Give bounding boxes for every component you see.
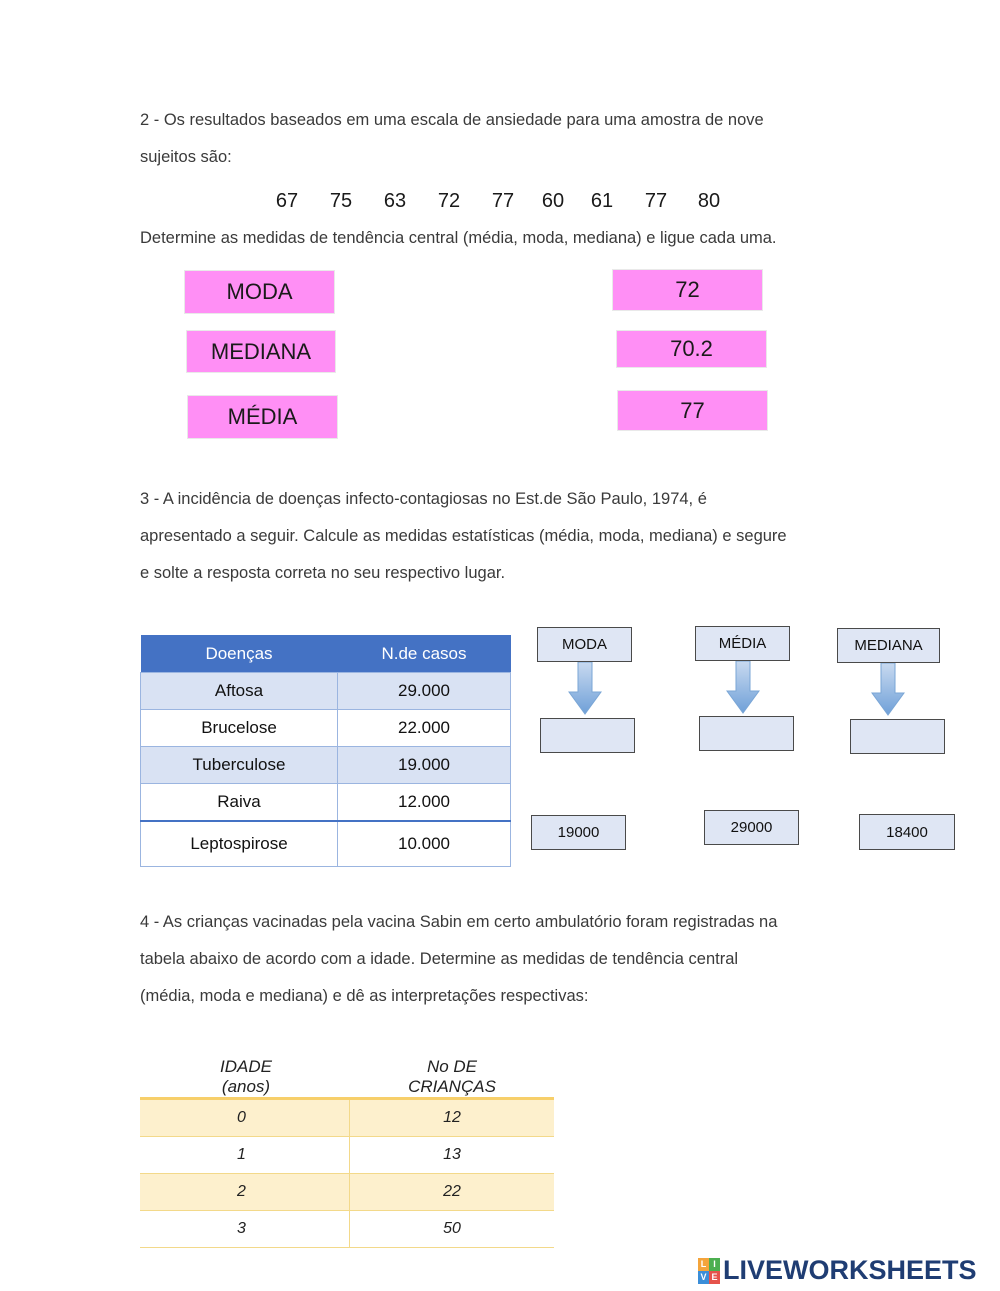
table-cell: 19.000 (338, 747, 511, 784)
table-cell: 12.000 (338, 784, 511, 822)
q2-number: 72 (437, 190, 461, 212)
q2-instruction: Determine as medidas de tendência central (média, moda, mediana) e ligue cada uma. (140, 229, 777, 247)
table-cell: 22.000 (338, 710, 511, 747)
match-left-mediana[interactable]: MEDIANA (186, 330, 336, 373)
cell-value: 0 (237, 1109, 246, 1126)
logo-letter: L (698, 1258, 709, 1271)
table-row (140, 1174, 554, 1211)
q4-text-line3: (média, moda e mediana) e dê as interpretações respectivas: (140, 987, 589, 1005)
q2-number-row (0, 190, 1000, 218)
draggable-answer[interactable]: 19000 (531, 815, 626, 850)
header-line: (anos) (221, 1077, 271, 1096)
match-right-value-3[interactable]: 77 (617, 390, 768, 431)
q2-number: 67 (275, 190, 299, 212)
table-row (140, 1137, 554, 1174)
logo-text: LIVEWORKSHEETS (723, 1255, 977, 1285)
table-cell: Brucelose (141, 710, 338, 747)
match-right-value-2[interactable]: 70.2 (616, 330, 767, 368)
table-cell: 50 (350, 1211, 555, 1248)
q2-number: 75 (329, 190, 353, 212)
q2-number: 80 (697, 190, 721, 212)
q4-text-line1: 4 - As crianças vacinadas pela vacina Sabin em certo ambulatório foram registradas na (140, 913, 778, 931)
table-row (140, 1211, 554, 1248)
q4-text-line2: tabela abaixo de acordo com a idade. Determine as medidas de tendência central (140, 950, 739, 968)
match-right-value-1[interactable]: 72 (612, 269, 763, 311)
liveworksheets-logo (698, 1255, 977, 1286)
cell-value: 2 (237, 1183, 246, 1200)
arrow-down-icon (725, 661, 761, 715)
table-row (141, 784, 511, 822)
arrow-down-icon (567, 662, 603, 716)
q2-text-line2: sujeitos são: (140, 148, 232, 166)
target-label-moda: MODA (537, 627, 632, 662)
table-cell: 29.000 (338, 673, 511, 710)
q2-number: 61 (590, 190, 614, 212)
table-cell: 12 (350, 1099, 555, 1137)
table-row (141, 821, 511, 867)
drop-zone-moda[interactable] (540, 718, 635, 753)
q3-text-line3: e solte a resposta correta no seu respectivo lugar. (140, 564, 506, 582)
cell-value: 3 (237, 1220, 246, 1237)
draggable-answer[interactable]: 18400 (859, 814, 955, 850)
table-cell (140, 1137, 350, 1174)
cell-value: 1 (237, 1146, 246, 1163)
header-line: IDADE (220, 1057, 272, 1076)
age-table (140, 1097, 554, 1248)
header-line: CRIANÇAS (408, 1077, 496, 1096)
q2-number: 77 (491, 190, 515, 212)
table-cell (140, 1211, 350, 1248)
arrow-down-icon (870, 663, 906, 717)
logo-letter: V (698, 1271, 709, 1284)
logo-mark-icon (698, 1258, 720, 1284)
table-cell: Leptospirose (141, 821, 338, 867)
header-line: No DE (426, 1057, 478, 1076)
target-label-media: MÉDIA (695, 626, 790, 661)
drop-zone-mediana[interactable] (850, 719, 945, 754)
logo-letter: E (709, 1271, 720, 1284)
table-cell: Tuberculose (141, 747, 338, 784)
table-header: Doenças (141, 635, 338, 673)
table-cell (140, 1174, 350, 1211)
target-label-mediana: MEDIANA (837, 628, 940, 663)
table-row (140, 1099, 554, 1137)
table-header-row (141, 635, 511, 673)
draggable-answer[interactable]: 29000 (704, 810, 799, 845)
table-cell: Raiva (141, 784, 338, 822)
table-cell: 22 (350, 1174, 555, 1211)
age-table-header-criancas (392, 1057, 512, 1097)
q3-text-line2: apresentado a seguir. Calcule as medidas estatísticas (média, moda, mediana) e segure (140, 527, 787, 545)
match-left-media[interactable]: MÉDIA (187, 395, 338, 439)
table-cell (140, 1099, 350, 1137)
table-row (141, 747, 511, 784)
table-cell: 10.000 (338, 821, 511, 867)
match-left-moda[interactable]: MODA (184, 270, 335, 314)
q2-text-line1: 2 - Os resultados baseados em uma escala de ansiedade para uma amostra de nove (140, 111, 764, 129)
table-row (141, 710, 511, 747)
logo-letter: I (709, 1258, 720, 1271)
drop-zone-media[interactable] (699, 716, 794, 751)
q2-number: 77 (644, 190, 668, 212)
q2-number: 63 (383, 190, 407, 212)
table-header: N.de casos (338, 635, 511, 673)
table-row (141, 673, 511, 710)
q3-text-line1: 3 - A incidência de doenças infecto-contagiosas no Est.de São Paulo, 1974, é (140, 490, 707, 508)
table-cell: Aftosa (141, 673, 338, 710)
q2-number: 60 (541, 190, 565, 212)
table-cell: 13 (350, 1137, 555, 1174)
disease-table (140, 635, 511, 867)
age-table-header-idade (186, 1057, 306, 1097)
